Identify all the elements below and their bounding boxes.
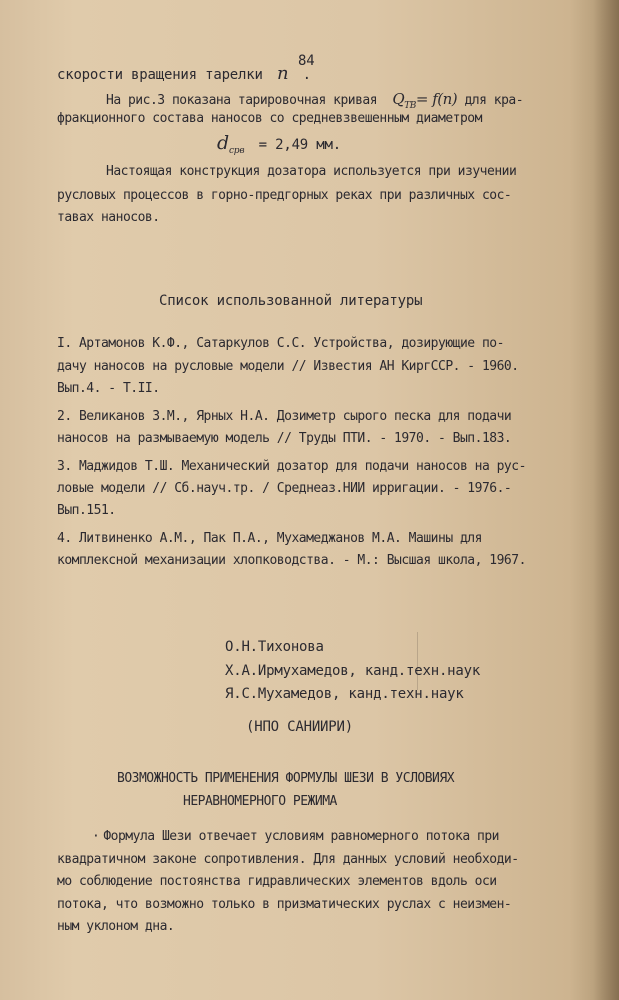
body-line: квадратичном законе сопротивления. Для данных условий необходи- bbox=[57, 852, 519, 867]
text-segment: . bbox=[302, 67, 311, 83]
text-line: Настоящая конструкция дозатора используется при изучении bbox=[106, 164, 517, 179]
scan-artifact-line bbox=[417, 632, 418, 690]
formula-value: = 2,49 мм. bbox=[258, 137, 341, 153]
body-line: мо соблюдение постоянства гидравлических элементов вдоль оси bbox=[57, 874, 497, 889]
reference-line: 4. Литвиненко А.М., Пак П.А., Мухамеджанов М.А. Машины для bbox=[57, 531, 482, 546]
reference-line: Вып.151. bbox=[57, 503, 116, 518]
reference-line: дачу наносов на русловые модели // Известия АН КиргССР. - 1960. bbox=[57, 359, 519, 374]
body-line: потока, что возможно только в призматических руслах с неизмен- bbox=[57, 897, 512, 912]
body-line bbox=[92, 828, 499, 846]
reference-line: комплексной механизации хлопководства. - М.: Высшая школа, 1967. bbox=[57, 553, 526, 568]
text-segment: На рис.3 показана тарировочная кривая bbox=[106, 93, 378, 108]
reference-line: 2. Великанов З.М., Ярных Н.А. Дозиметр сырого песка для подачи bbox=[57, 409, 512, 424]
text-segment: для кра- bbox=[464, 93, 524, 108]
organization: (НПО САНИИРИ) bbox=[246, 719, 353, 735]
formula-subscript: ТВ bbox=[404, 101, 416, 111]
text-line bbox=[106, 90, 523, 111]
author-name: О.Н.Тихонова bbox=[225, 639, 324, 655]
bullet-mark: · bbox=[92, 829, 100, 844]
reference-line: наносов на размываемую модель // Труды ПТИ. - 1970. - Вып.183. bbox=[57, 431, 512, 446]
formula-symbol: Q bbox=[392, 90, 405, 108]
formula-variable: n bbox=[276, 63, 289, 84]
author-name: Х.А.Ирмухамедов, канд.техн.наук bbox=[225, 663, 481, 679]
text-line bbox=[57, 65, 311, 84]
formula-subscript: срв bbox=[228, 146, 245, 156]
body-line: ным уклоном дна. bbox=[57, 919, 175, 934]
references-heading: Список использованной литературы bbox=[159, 293, 423, 309]
formula-function: = f(n) bbox=[415, 90, 458, 108]
page-edge-shadow bbox=[593, 0, 619, 1000]
reference-line: ловые модели // Сб.науч.тр. / Среднеаз.НИИ ирригации. - 1976.- bbox=[57, 481, 512, 496]
article-title: НЕРАВНОМЕРНОГО РЕЖИМА bbox=[183, 794, 337, 809]
reference-line: 3. Маджидов Т.Ш. Механический дозатор для подачи наносов на рус- bbox=[57, 459, 526, 474]
article-title: ВОЗМОЖНОСТЬ ПРИМЕНЕНИЯ ФОРМУЛЫ ШЕЗИ В УСЛОВИЯХ bbox=[117, 771, 455, 786]
reference-line: I. Артамонов К.Ф., Сатаркулов С.С. Устройства, дозирующие по- bbox=[57, 336, 504, 351]
text-segment: Формула Шези отвечает условиям равномерного потока при bbox=[103, 829, 499, 844]
reference-line: Вып.4. - T.II. bbox=[57, 381, 160, 396]
text-line: фракционного состава наносов со средневзвешенным диаметром bbox=[57, 111, 482, 126]
text-line: тавах наносов. bbox=[57, 210, 160, 225]
formula-line bbox=[217, 134, 341, 156]
text-line: русловых процессов в горно-предгорных реках при различных сос- bbox=[57, 188, 512, 203]
formula-variable: d bbox=[217, 132, 229, 154]
formula bbox=[392, 90, 458, 111]
text-segment: скорости вращения тарелки bbox=[57, 67, 263, 83]
page-number: 84 bbox=[298, 53, 315, 69]
author-name: Я.С.Мухамедов, канд.техн.наук bbox=[225, 686, 464, 702]
